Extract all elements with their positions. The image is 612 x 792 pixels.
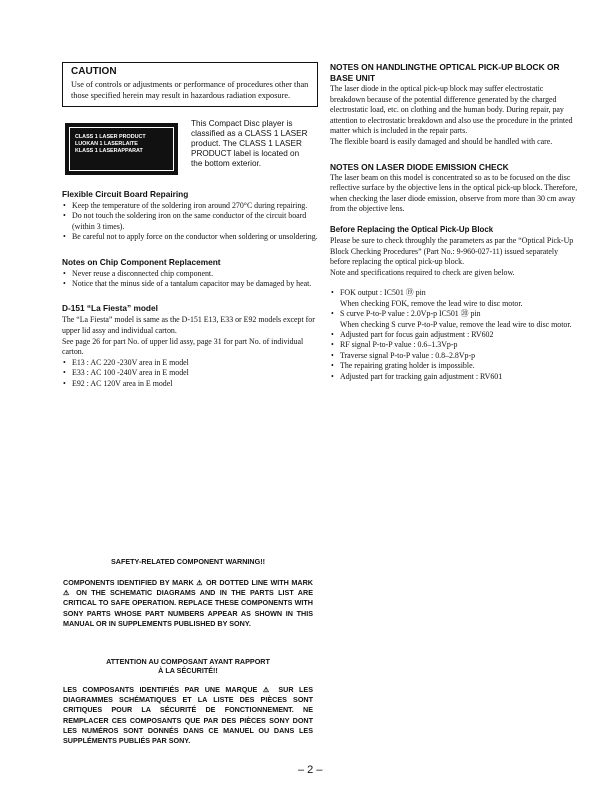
page-number: – 2 – (298, 764, 323, 776)
laser-class-label (65, 123, 178, 175)
list-item: • Traverse signal P-to-P value : 0.8–2.8Vp-p (330, 351, 580, 361)
list-item: • The repairing grating holder is impossible. (330, 361, 580, 371)
list-item: • FOK output : IC501 ⑲ pin (330, 288, 580, 298)
caution-text: Use of controls or adjustments or performance of procedures other than those specified herein may result in hazardous radiation exposure. (71, 80, 309, 100)
list-item: • S curve P-to-P value : 2.0Vp-p IC501 ⑳ pin (330, 309, 580, 319)
label-line-2: LUOKAN 1 LASERLAITE (75, 141, 138, 147)
list-item: • Adjusted part for tracking gain adjustment : RV601 (330, 372, 580, 382)
warning-en-body: COMPONENTS IDENTIFIED BY MARK ⚠ OR DOTTED LINE WITH MARK ⚠ ON THE SCHEMATIC DIAGRAMS AND IN THE PARTS LIST ARE CRITICAL TO SAFE OPERATION. REPLACE THESE COMPONENTS WITH SONY PARTS WHOSE PART NUMBERS APPEAR AS SHOWN IN THIS MANUAL OR IN SUPPLEMENTS PUBLISHED BY SONY. (63, 578, 313, 628)
list-item: • E92 : AC 120V area in E model (62, 379, 318, 389)
warning-fr-title-2: À LA SÉCURITÉ!! (158, 666, 218, 675)
warning-fr-title-1: ATTENTION AU COMPOSANT AYANT RAPPORT (106, 657, 270, 666)
checks-list-3 (330, 330, 580, 382)
optical-text-1: The laser diode in the optical pick-up block may suffer electrostatic breakdown because of the potential difference generated by the charged electrostatic load, etc. on clothing and the human body. During repair, pay attention to electrostatic breakdown and also use the procedure in the printed matter which is included in the repair parts. (330, 84, 573, 136)
warning-en-title: SAFETY-RELATED COMPONENT WARNING!! (111, 557, 265, 566)
safety-warning-en (63, 557, 313, 629)
optical-heading-2: BASE UNIT (330, 73, 376, 83)
safety-warning-fr (63, 657, 313, 746)
list-item: • Notice that the minus side of a tantalum capacitor may be damaged by heat. (62, 279, 318, 289)
checks-list-2 (330, 309, 580, 319)
model-heading: D-151 “La Fiesta” model (62, 303, 158, 314)
model-list (62, 358, 318, 389)
list-item: • E13 : AC 220 -230V area in E model (62, 358, 318, 368)
laser-class-section (62, 119, 318, 175)
warning-fr-body: LES COMPOSANTS IDENTIFIÉS PAR UNE MARQUE ⚠ SUR LES DIAGRAMMES SCHÉMATIQUES ET LA LISTE DES PIÈCES SONT CRITIQUES POUR LA SÉCURITÉ DE FONCTIONNEMENT. NE REMPLACER CES COMPOSANTS QUE PAR DES PIÈCES SONY DONT LES NUMÉROS SONT DONNÉS DANS CE MANUEL OU DANS LES SUPPLÉMENTS PUBLIÉS PAR SONY. (63, 685, 313, 746)
fok-note: When checking FOK, remove the lead wire to disc motor. (340, 298, 523, 308)
emission-heading: NOTES ON LASER DIODE EMISSION CHECK (330, 161, 509, 172)
checks-list (330, 288, 580, 298)
optical-text-2: The flexible board is easily damaged and should be handled with care. (330, 136, 553, 146)
before-text-1: Please be sure to check throughly the parameters as par the “Optical Pick-Up Block Checking Procedures” (Part No.: 9-960-027-11) issued separately before replacing the optical pick-up block. (330, 235, 574, 267)
list-item: • Never reuse a disconnected chip component. (62, 269, 318, 279)
flexible-heading: Flexible Circuit Board Repairing (62, 189, 189, 199)
list-item: • Be careful not to apply force on the conductor when soldering or unsoldering. (62, 232, 318, 242)
optical-heading-1: NOTES ON HANDLINGTHE OPTICAL PICK-UP BLOCK OR (330, 62, 560, 72)
label-line-3: KLASS 1 LASERAPPARAT (75, 148, 143, 154)
before-heading: Before Replacing the Optical Pick-Up Block (330, 224, 494, 234)
list-item: • E33 : AC 100 -240V area in E model (62, 368, 318, 378)
model-text-1: The “La Fiesta” model is same as the D-151 E13, E33 or E92 models except for upper lid assy and individual carton. (62, 315, 315, 336)
list-item: • Keep the temperature of the soldering iron around 270°C during repairing. (62, 201, 318, 211)
label-line-1: CLASS 1 LASER PRODUCT (75, 134, 146, 140)
caution-title: CAUTION (71, 66, 117, 77)
model-text-2: See page 26 for part No. of upper lid assy, page 31 for part No. of individual carton. (62, 336, 304, 357)
scurve-note: When checking S curve P-to-P value, remove the lead wire to disc motor. (340, 319, 572, 329)
chip-list (62, 269, 318, 290)
list-item: • RF signal P-to-P value : 0.6–1.3Vp-p (330, 340, 580, 350)
list-item: • Adjusted part for focus gain adjustment : RV602 (330, 330, 580, 340)
left-column (62, 62, 318, 389)
caution-box (62, 62, 318, 107)
laser-class-description: This Compact Disc player is classified as a CLASS 1 LASER product. The CLASS 1 LASER PRODUCT label is located on the bottom exterior. (191, 119, 308, 168)
list-item: • Do not touch the soldering iron on the same conductor of the circuit board (within 3 times). (62, 211, 318, 232)
emission-text: The laser beam on this model is concentrated so as to be focused on the disc reflective surface by the objective lens in the optical pick-up block. Therefore, when checking the laser diode emission, observe from more than 30 cm away from the objective lens. (330, 172, 578, 214)
chip-heading: Notes on Chip Component Replacement (62, 256, 221, 267)
right-column (330, 62, 580, 382)
before-text-2: Note and specifications required to check are given below. (330, 267, 515, 277)
flexible-list (62, 201, 318, 243)
